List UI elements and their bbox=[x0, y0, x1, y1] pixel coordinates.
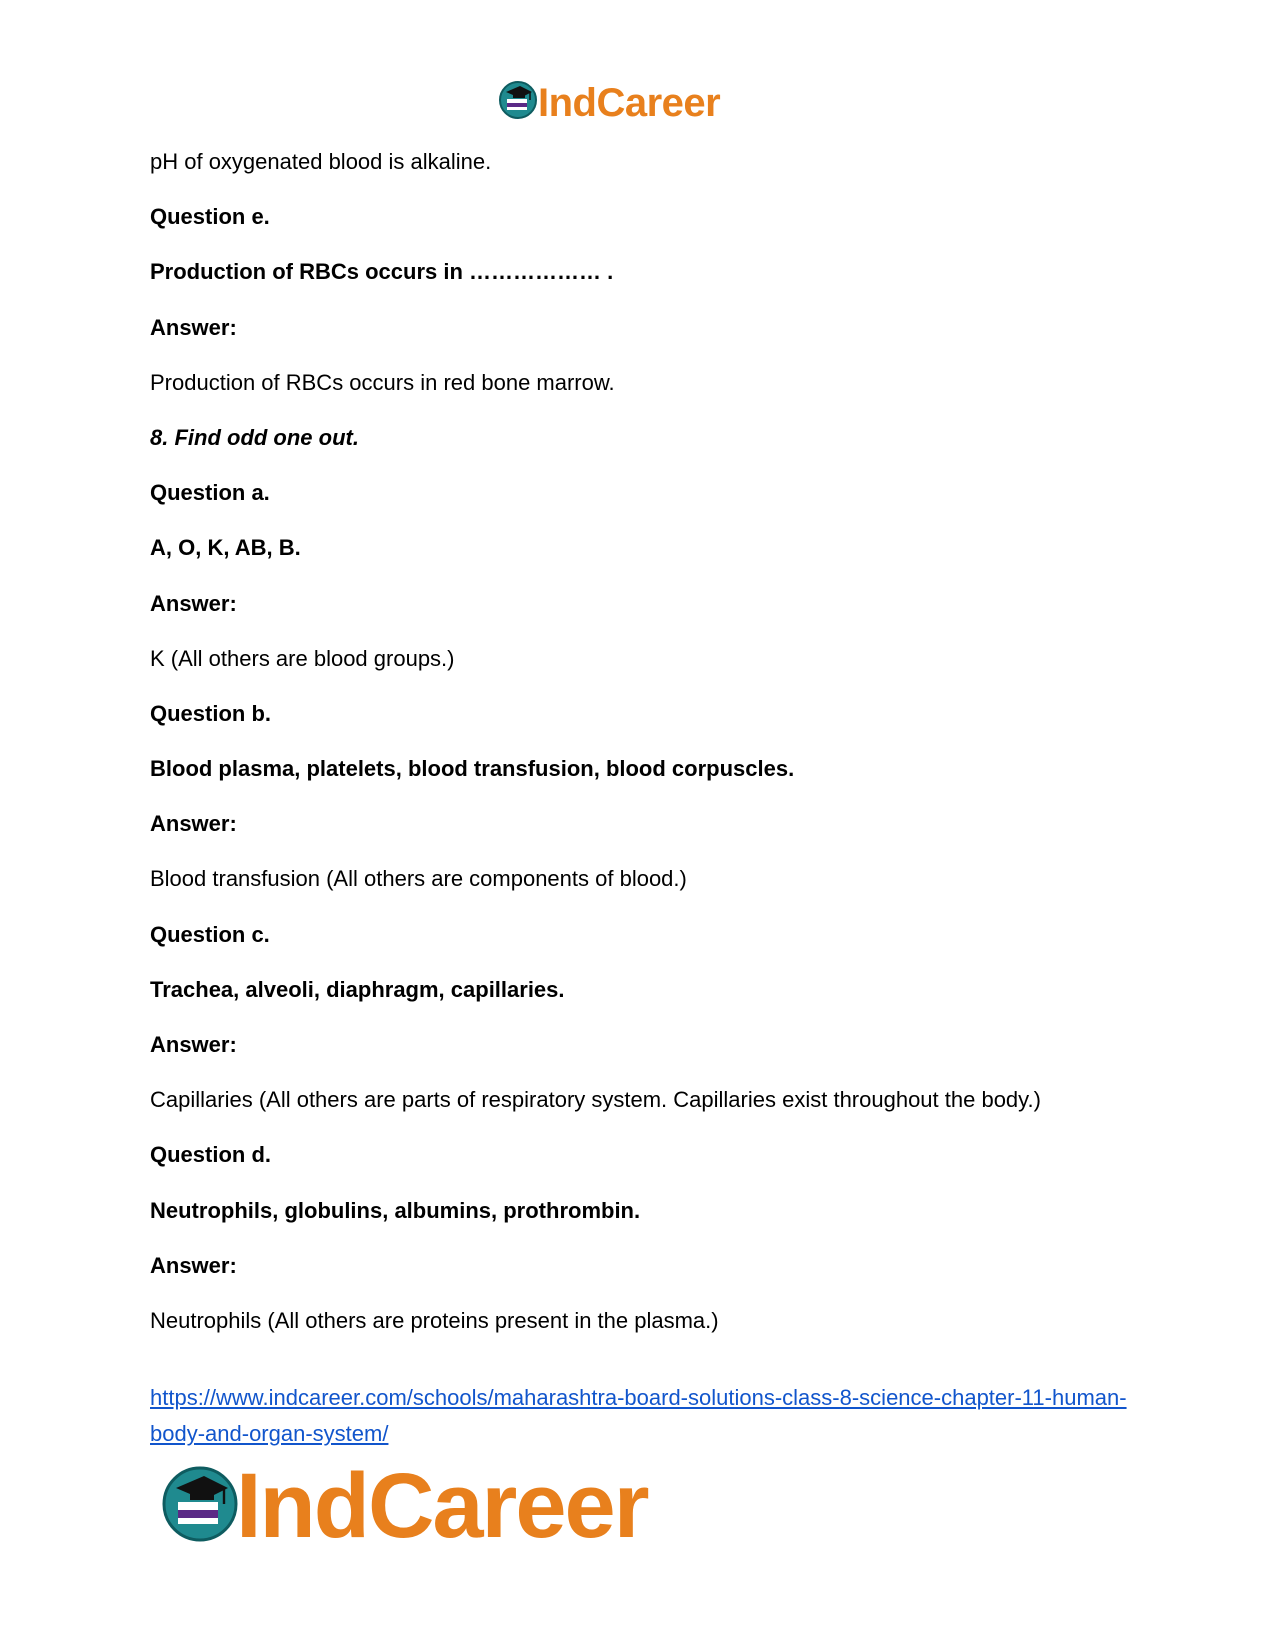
answer-label: Answer: bbox=[150, 1252, 237, 1278]
section-heading: 8. Find odd one out. bbox=[150, 424, 359, 450]
document-body bbox=[150, 149, 1130, 1363]
logo-text: IndCareer bbox=[538, 80, 721, 125]
answer-label: Answer: bbox=[150, 1032, 237, 1057]
question-text: Trachea, alveoli, diaphragm, capillaries. bbox=[150, 976, 565, 1002]
question-label: Question b. bbox=[150, 700, 271, 726]
answer-text: Production of RBCs occurs in red bone marrow. bbox=[150, 369, 615, 395]
answer-text: pH of oxygenated blood is alkaline. bbox=[150, 149, 492, 174]
answer-label: Answer: bbox=[150, 590, 237, 616]
answer-text: Neutrophils (All others are proteins present in the plasma.) bbox=[150, 1307, 719, 1333]
source-link[interactable]: https://www.indcareer.com/schools/maharashtra-board-solutions-class-8-science-chapter-11-human-body-and-organ-system/ bbox=[150, 1385, 1127, 1446]
answer-text: K (All others are blood groups.) bbox=[150, 645, 455, 671]
question-label: Question d. bbox=[150, 1142, 271, 1168]
question-text: A, O, K, AB, B. bbox=[150, 535, 301, 561]
logo-text: IndCareer bbox=[236, 1455, 648, 1557]
graduation-cap-book-globe-icon bbox=[160, 1464, 240, 1549]
answer-text: Blood transfusion (All others are components of blood.) bbox=[150, 866, 687, 892]
question-text: Production of RBCs occurs in ……………… . bbox=[150, 259, 614, 285]
question-text: Neutrophils, globulins, albumins, prothrombin. bbox=[150, 1197, 641, 1223]
answer-label: Answer: bbox=[150, 811, 237, 837]
header-logo bbox=[498, 80, 720, 125]
question-label: Question a. bbox=[150, 480, 270, 506]
question-label: Question e. bbox=[150, 204, 270, 230]
question-label: Question c. bbox=[150, 921, 270, 947]
question-text: Blood plasma, platelets, blood transfusion, blood corpuscles. bbox=[150, 756, 795, 782]
graduation-cap-book-globe-icon bbox=[498, 80, 538, 125]
answer-label: Answer: bbox=[150, 314, 237, 340]
footer-logo bbox=[160, 1455, 648, 1557]
answer-text: Capillaries (All others are parts of respiratory system. Capillaries exist throughout the body.) bbox=[150, 1087, 1041, 1113]
